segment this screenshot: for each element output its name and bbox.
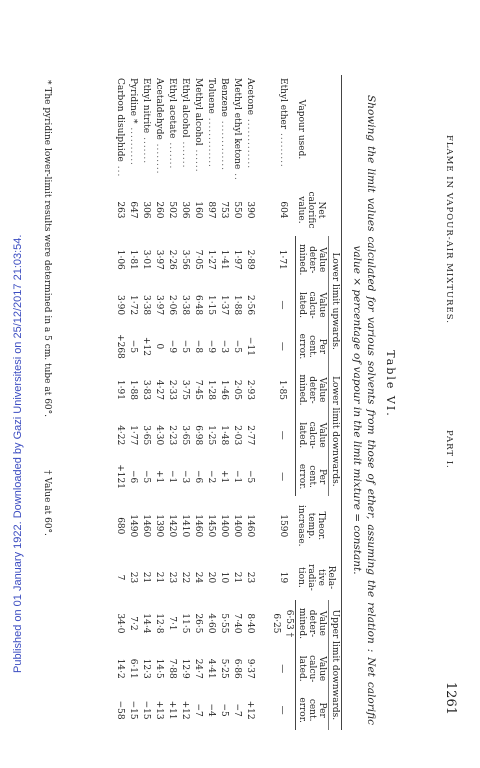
vapour-name (126, 75, 139, 184)
cell-ld-calc: 2·03 (232, 425, 242, 446)
table-row (269, 75, 296, 730)
cell-ld-calc: 2·77 (245, 425, 255, 446)
dot-leader: ......... (277, 129, 288, 168)
vapour-name-text: Acetaldehyde (154, 78, 164, 140)
cell-ud-calc: 24·7 (193, 658, 203, 679)
table-label: Table VI. (384, 350, 397, 418)
cell-rad: 10 (219, 571, 229, 584)
cell-theor: 1490 (128, 514, 138, 538)
cell-ld-det: 2·93 (245, 379, 255, 400)
cell-ud-calc: 14·5 (154, 658, 164, 679)
cell-ud-calc: 12·3 (141, 658, 151, 679)
dot-leader: ............. (206, 113, 216, 168)
cell-lu-det: 7·05 (193, 249, 203, 270)
cell-ld-err: −1 (232, 469, 242, 484)
table-row (243, 75, 256, 730)
col-relative-radiation: Rela-tive radia-tion. (296, 555, 342, 600)
cell-lu-det: 3·01 (141, 249, 151, 270)
cell-lu-err: −9 (167, 339, 177, 354)
cell-net: 260 (154, 201, 164, 219)
cell-ud-calc: 9·37 (245, 658, 255, 679)
cell-ld-det: 1·88 (128, 379, 138, 400)
cell-lu-calc: 1·37 (219, 295, 229, 316)
cell-rad: 7 (115, 574, 125, 581)
vapour-name (217, 75, 230, 184)
cell-lu-calc: 1·72 (128, 295, 138, 316)
cell-ld-calc: 1·48 (219, 425, 229, 446)
cell-ud-calc: 12·9 (180, 658, 190, 679)
cell-ud-err: −15 (141, 700, 151, 720)
cell-ud-det: 7·2 (128, 616, 138, 631)
cell-ud-err: −4 (206, 703, 216, 717)
cell-lu-err: +268 (115, 334, 125, 359)
cell-net: 306 (141, 201, 151, 219)
vapour-name-text: Carbon disulphide (115, 78, 125, 162)
cell-rad: 23 (128, 571, 138, 584)
table-row (204, 75, 217, 730)
cell-lu-calc: 3·97 (154, 295, 164, 316)
cell-theor: 1590 (277, 514, 288, 538)
cell-ld-calc: 1·25 (206, 425, 216, 446)
vapour-name (230, 75, 243, 184)
col-lu-error: Per cent. error. (296, 327, 329, 367)
cell-rad: 23 (245, 571, 255, 584)
vapour-name-text: Methyl ethyl ketone (232, 78, 242, 170)
cell-net: 897 (206, 201, 216, 219)
dot-leader: ............. (245, 115, 255, 170)
table-row (230, 75, 243, 730)
cell-theor: 1450 (206, 514, 216, 538)
table-row (165, 75, 178, 730)
cell-ld-err: −5 (141, 469, 151, 484)
vapour-name (243, 75, 256, 184)
group-lower-upwards: Lower limit upwards. (329, 236, 342, 366)
cell-ud-det: 8·40 (245, 613, 255, 634)
cell-ld-err: — (277, 472, 288, 482)
col-ud-error: Per cent. error. (296, 690, 329, 730)
cell-lu-err: −5 (232, 339, 242, 354)
cell-ud-calc: 7·88 (167, 658, 177, 679)
cell-ld-calc: 4·30 (154, 425, 164, 446)
cell-rad: 21 (154, 571, 164, 584)
table-row (113, 75, 126, 730)
cell-lu-err: 0 (154, 343, 164, 350)
cell-ud-err: +12 (180, 700, 190, 720)
cell-theor: 1460 (141, 514, 151, 538)
row-spacer (256, 75, 269, 730)
col-ld-determined: Value deter-mined. (296, 366, 329, 413)
table-row (126, 75, 139, 730)
cell-ld-err: −2 (206, 469, 216, 484)
cell-net: 753 (219, 201, 229, 219)
cell-ld-err: −3 (180, 469, 190, 484)
cell-net: 306 (180, 201, 190, 219)
cell-ud-calc: — (277, 664, 288, 674)
cell-ud-calc: 4·41 (206, 658, 216, 679)
cell-lu-err: −8 (193, 339, 203, 354)
cell-ld-det: 1·91 (115, 379, 125, 400)
cell-theor: 1400 (219, 514, 229, 538)
cell-ud-err: −15 (128, 700, 138, 720)
cell-ld-det: 2·33 (167, 379, 177, 400)
cell-lu-err: −5 (180, 339, 190, 354)
table-row (178, 75, 191, 730)
dot-leader: ....... (167, 138, 177, 170)
cell-net: 160 (193, 201, 203, 219)
cell-ld-err: +121 (115, 464, 125, 489)
cell-net: 502 (167, 201, 177, 219)
cell-ud-err: +12 (245, 700, 255, 720)
limits-table (113, 75, 342, 730)
vapour-name (113, 75, 126, 184)
col-ld-error: Per cent. error. (296, 457, 329, 497)
dot-leader: ....... (180, 137, 190, 169)
cell-ud-det: 12·8 (154, 613, 164, 634)
cell-ud-calc: 14·2 (115, 658, 125, 679)
cell-rad: 19 (277, 571, 288, 584)
cell-lu-err: — (277, 341, 288, 351)
cell-ld-det: 3·75 (180, 379, 190, 400)
dot-leader: .......... (128, 123, 138, 166)
cell-ld-err: −1 (167, 469, 177, 484)
cell-theor: 1460 (245, 514, 255, 538)
cell-ud-det: 14·4 (141, 613, 151, 634)
dot-leader: .. (232, 169, 242, 181)
cell-ud-det: 7·40 (232, 613, 242, 634)
cell-rad: 24 (193, 571, 203, 584)
cell-lu-det: 3·56 (180, 249, 190, 270)
footnote-pyridine: * The pyridine lower-limit results were determined in a 5 cm. tube at 60°. (42, 80, 52, 418)
cell-rad: 23 (167, 571, 177, 584)
cell-ld-det: 1·46 (219, 379, 229, 400)
cell-ld-err: −6 (193, 469, 203, 484)
cell-lu-err: +12 (141, 336, 151, 356)
cell-ud-calc: 6·86 (232, 658, 242, 679)
cell-ld-calc: 2·23 (167, 425, 177, 446)
cell-net: 550 (232, 201, 242, 219)
cell-ud-err: +13 (154, 700, 164, 720)
vapour-name (178, 75, 191, 184)
vapour-name-text: Ethyl nitrite (141, 78, 151, 134)
cell-ud-det: 7·1 (167, 616, 177, 631)
dot-leader: ........ (154, 139, 164, 175)
cell-lu-calc: — (277, 300, 288, 310)
vapour-name-text: Benzene (219, 78, 229, 117)
col-ld-calculated: Value calcu-lated. (296, 414, 329, 457)
dot-leader: ....... (141, 133, 151, 165)
vapour-name-text: Ethyl alcohol (180, 78, 190, 138)
cell-lu-err: −5 (128, 339, 138, 354)
cell-ud-det: 26·5 (193, 613, 203, 634)
vapour-name-text: Ethyl acetate (167, 78, 177, 139)
cell-ld-det: 1·85 (277, 379, 288, 400)
cell-ud-err: −5 (219, 703, 229, 717)
vapour-name-text: Ethyl ether (277, 78, 288, 130)
cell-ld-err: +1 (219, 469, 229, 484)
cell-ud-err: −7 (193, 703, 203, 717)
cell-ld-det: 7·45 (193, 379, 203, 400)
vapour-name (139, 75, 152, 184)
vapour-name-text: Acetone (245, 78, 255, 116)
col-lu-determined: Value deter-mined. (296, 236, 329, 283)
cell-ld-calc: 3·65 (141, 425, 151, 446)
dot-leader: ... (115, 161, 125, 178)
cell-lu-calc: 2·56 (245, 295, 255, 316)
cell-theor: 1400 (232, 514, 242, 538)
cell-ld-err: +1 (154, 469, 164, 484)
cell-lu-calc: 3·38 (180, 295, 190, 316)
cell-lu-det: 2·26 (167, 249, 177, 270)
footnote-value-60: † Value at 60°. (42, 470, 52, 536)
table-row (217, 75, 230, 730)
cell-ud-err: −58 (115, 700, 125, 720)
cell-ud-det: 6·53 † 6·25 (271, 609, 294, 638)
cell-lu-det: 1·71 (277, 249, 288, 270)
cell-lu-det: 1·27 (206, 249, 216, 270)
cell-ld-err: −5 (245, 469, 255, 484)
vapour-name-text: Methyl alcohol (193, 78, 203, 146)
cell-lu-calc: 1·88 (232, 295, 242, 316)
cell-lu-det: 1·97 (232, 249, 242, 270)
cell-ld-det: 2·05 (232, 379, 242, 400)
publication-watermark: Published on 01 January 1922. Downloaded by Gazi Universitesi on 25/12/2017 21:03:54. (12, 234, 24, 673)
vapour-name (152, 75, 165, 184)
cell-theor: 1460 (193, 514, 203, 538)
cell-ud-det: 11·5 (180, 613, 190, 634)
cell-ud-calc: 6·11 (128, 658, 138, 679)
cell-lu-err: −11 (245, 336, 255, 356)
col-net-calorific: Net calorific value. (296, 184, 342, 236)
cell-lu-det: 2·89 (245, 249, 255, 270)
cell-theor: 680 (115, 517, 125, 535)
cell-lu-calc: 6·48 (193, 295, 203, 316)
cell-lu-det: 1·41 (219, 249, 229, 270)
cell-ud-err: +11 (167, 700, 177, 720)
cell-net: 647 (128, 201, 138, 219)
cell-net: 604 (277, 201, 288, 219)
col-theor-temp: Theor. temp. increase. (296, 496, 342, 555)
cell-rad: 20 (206, 571, 216, 584)
vapour-name (165, 75, 178, 184)
cell-ld-det: 1·28 (206, 379, 216, 400)
cell-lu-err: −3 (219, 339, 229, 354)
vapour-name-text: Toluene (206, 78, 216, 114)
cell-ud-err: — (277, 705, 288, 715)
cell-rad: 21 (141, 571, 151, 584)
cell-ld-calc: 4·22 (115, 425, 125, 446)
dot-leader: ............. (219, 116, 229, 171)
table-row (191, 75, 204, 730)
cell-lu-calc: 3·90 (115, 295, 125, 316)
running-header (438, 60, 458, 715)
group-upper-downwards: Upper limit downwards. (329, 600, 342, 730)
cell-lu-det: 1·06 (115, 249, 125, 270)
table-row (152, 75, 165, 730)
running-title: FLAME IN VAPOUR-AIR MIXTURES. (444, 135, 454, 324)
page-number: 1261 (443, 681, 458, 715)
dot-leader: ...... (193, 145, 203, 173)
cell-ld-det: 3·83 (141, 379, 151, 400)
cell-lu-calc: 2·06 (167, 295, 177, 316)
vapour-name (191, 75, 204, 184)
cell-ld-det: 4·27 (154, 379, 164, 400)
vapour-name-text: Pyridine * (128, 78, 138, 124)
col-vapour: Vapour used. (296, 75, 342, 184)
cell-ud-det: 4·60 (206, 613, 216, 634)
cell-theor: 1410 (180, 514, 190, 538)
col-ud-calculated: Value calcu-lated. (296, 647, 329, 690)
cell-theor: 1390 (154, 514, 164, 538)
cell-ld-calc: 1·77 (128, 425, 138, 446)
cell-lu-calc: 1·15 (206, 295, 216, 316)
table-caption: Showing the limit values calculated for various solvents from those of ether, assuming the relation : Net calorific value × percentage of vapour in the limit mixture = constant. (351, 95, 377, 725)
cell-rad: 22 (180, 571, 190, 584)
cell-lu-det: 1·81 (128, 249, 138, 270)
cell-lu-det: 3·97 (154, 249, 164, 270)
running-part: PART I. (444, 430, 454, 469)
col-ud-determined: Value deter-mined. (296, 600, 329, 647)
vapour-name (204, 75, 217, 184)
cell-lu-err: −9 (206, 339, 216, 354)
col-lu-calculated: Value calcu-lated. (296, 283, 329, 326)
cell-ud-calc: 5·25 (219, 658, 229, 679)
table-row (139, 75, 152, 730)
cell-lu-calc: 3·38 (141, 295, 151, 316)
cell-rad: 21 (232, 571, 242, 584)
cell-ld-calc: — (277, 430, 288, 440)
cell-ld-calc: 6·98 (193, 425, 203, 446)
cell-ld-err: −6 (128, 469, 138, 484)
table-body (113, 75, 296, 730)
cell-net: 390 (245, 201, 255, 219)
cell-ud-det: 5·55 (219, 613, 229, 634)
cell-ud-err: −7 (232, 703, 242, 717)
cell-theor: 1420 (167, 514, 177, 538)
cell-ld-calc: 3·65 (180, 425, 190, 446)
cell-net: 263 (115, 201, 125, 219)
vapour-name (269, 75, 296, 184)
group-lower-downwards: Lower limit downwards. (329, 366, 342, 496)
cell-ud-det: 34·0 (115, 613, 125, 634)
